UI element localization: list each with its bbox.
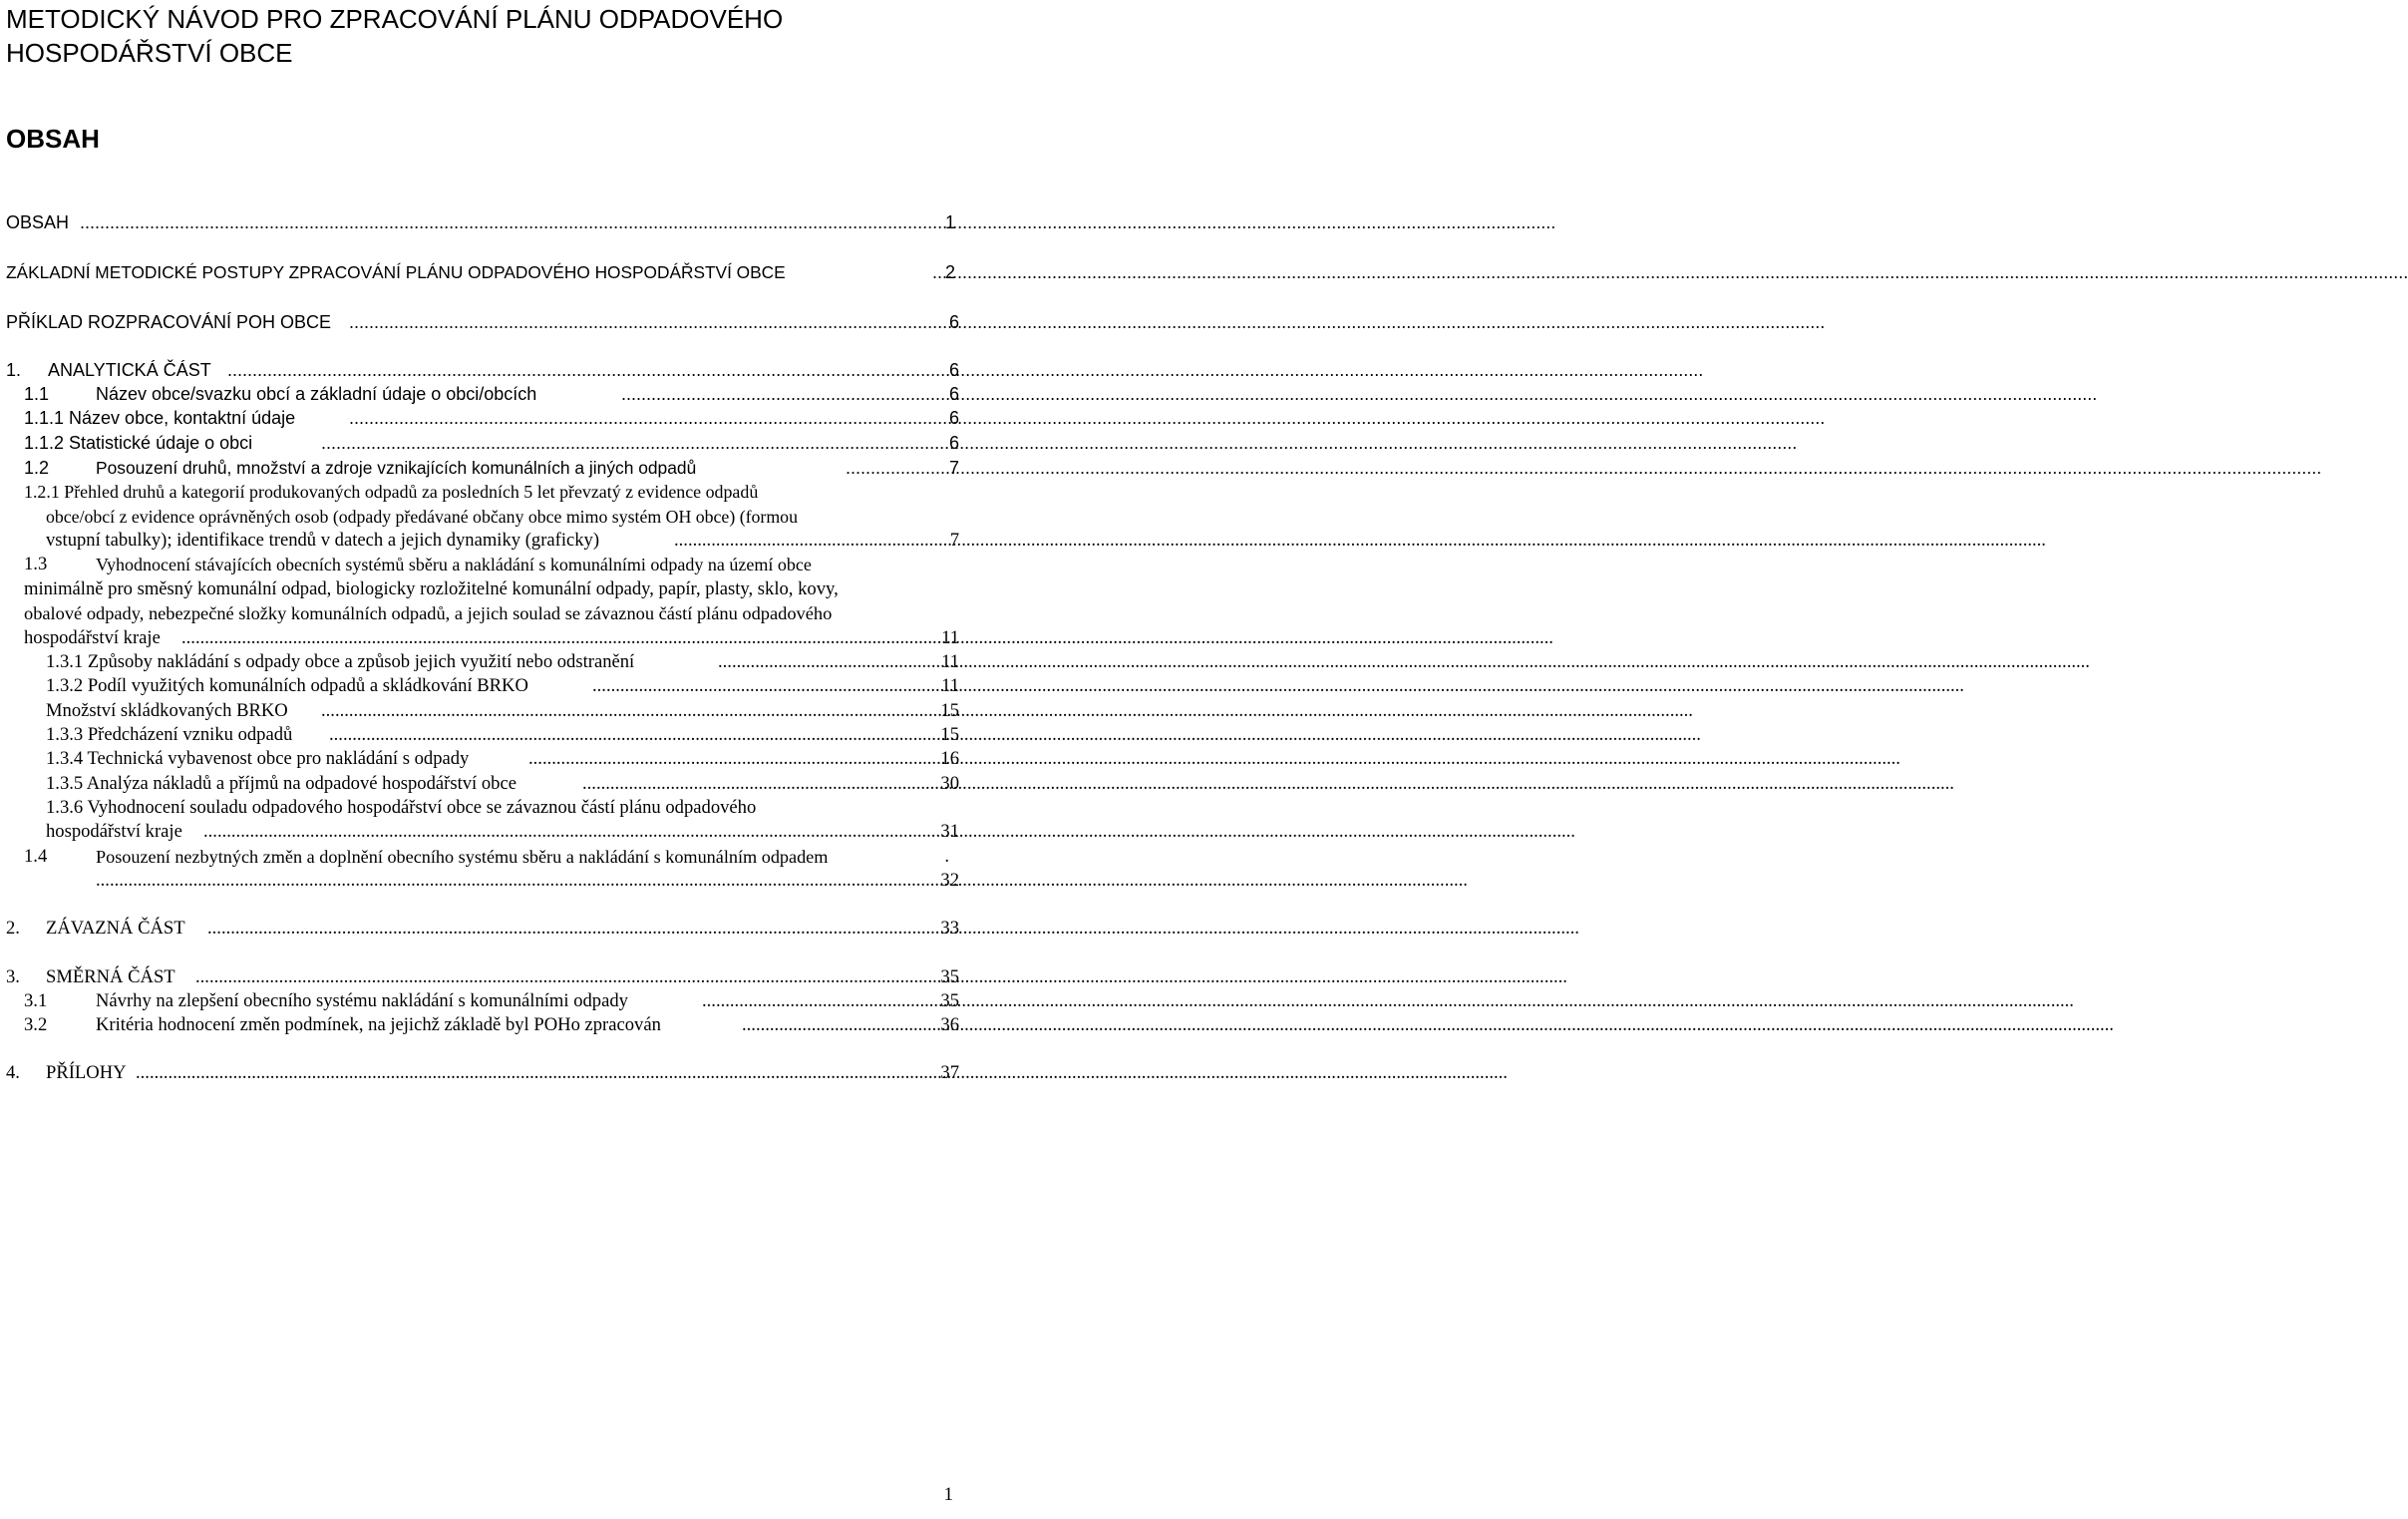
- toc-leader: [702, 990, 935, 1012]
- page-number: 1: [943, 1484, 953, 1505]
- toc-entry-page: 6: [948, 312, 959, 332]
- toc-entry-continuation[interactable]: [0, 576, 959, 600]
- toc-entry-number: 3.2: [24, 1014, 48, 1035]
- toc-entry-title: 1.1.1 Název obce, kontaktní údaje: [24, 408, 296, 428]
- toc-entry-number: 1.2: [24, 458, 50, 478]
- toc-entry-number: 2.: [6, 918, 20, 939]
- toc-entry-title: OBSAH: [6, 212, 70, 232]
- toc-leader: [195, 966, 935, 988]
- toc-entry[interactable]: [0, 430, 959, 454]
- toc-entry[interactable]: [0, 988, 959, 1012]
- toc-leader: [207, 918, 935, 940]
- toc-entry[interactable]: [0, 479, 959, 503]
- toc-entry-page: 1: [944, 212, 955, 232]
- toc-entry-number: 3.: [6, 966, 20, 987]
- toc-entry[interactable]: [0, 209, 955, 233]
- toc-leader: [932, 262, 941, 283]
- toc-entry-continuation[interactable]: [0, 868, 959, 892]
- toc-entry-number: 1.: [6, 360, 22, 380]
- toc-leader: [321, 433, 941, 454]
- toc-entry-title: PŘÍKLAD ROZPRACOVÁNÍ POH OBCE: [6, 312, 332, 332]
- toc-entry-page: 2: [944, 262, 955, 282]
- toc-entry-title: PŘÍLOHY: [46, 1062, 127, 1083]
- toc-entry-page: 31: [940, 821, 959, 842]
- toc-entry-title: ZÁVAZNÁ ČÁST: [46, 918, 185, 939]
- toc-entry[interactable]: [0, 673, 959, 697]
- toc-entry-number: 1.4: [24, 846, 48, 867]
- toc-leader: [80, 212, 941, 233]
- toc-entry-page: 37: [940, 1062, 959, 1083]
- toc-entry[interactable]: [0, 405, 959, 429]
- table-of-contents: [0, 0, 957, 1519]
- toc-entry-page: 6: [948, 360, 959, 380]
- toc-entry-continuation[interactable]: [0, 819, 959, 843]
- toc-entry-title: 1.2.1 Přehled druhů a kategorií produkovaných odpadů za posledních 5 let převzatý z evidence odpadů: [24, 482, 759, 502]
- toc-leader: [181, 627, 935, 649]
- toc-entry[interactable]: [0, 455, 959, 479]
- toc-entry[interactable]: [0, 357, 959, 381]
- toc-entry-page: 30: [940, 773, 959, 794]
- toc-leader: [136, 1062, 935, 1084]
- toc-leader: [592, 675, 935, 697]
- toc-entry-title: Posouzení druhů, množství a zdroje vznikajících komunálních a jiných odpadů: [96, 458, 697, 478]
- toc-entry-title: minimálně pro směsný komunální odpad, biologicky rozložitelné komunální odpady, papír, plasty, sklo, kovy,: [24, 578, 839, 599]
- toc-entry-continuation[interactable]: [0, 625, 959, 649]
- document-title: METODICKÝ NÁVOD PRO ZPRACOVÁNÍ PLÁNU ODPADOVÉHO HOSPODÁŘSTVÍ OBCE: [6, 4, 784, 68]
- toc-entry[interactable]: [0, 771, 959, 795]
- toc-entry-page: 7: [949, 530, 959, 551]
- toc-entry-page: 32: [940, 870, 959, 891]
- toc-entry-title: Posouzení nezbytných změn a doplnění obecního systému sběru a nakládání s komunálním odpadem: [96, 847, 829, 867]
- toc-entry-page: 11: [941, 651, 959, 672]
- toc-entry-title: Vyhodnocení stávajících obecních systémů sběru a nakládání s komunálními odpady na území obce: [96, 555, 812, 574]
- toc-entry[interactable]: [0, 795, 959, 819]
- contents-heading: OBSAH: [6, 124, 100, 154]
- toc-entry-page: 6: [948, 384, 959, 404]
- toc-entry-title: 1.3.6 Vyhodnocení souladu odpadového hospodářství obce se závaznou částí plánu odpadového: [46, 797, 757, 818]
- toc-leader: [96, 870, 935, 892]
- toc-entry[interactable]: [0, 1060, 959, 1084]
- toc-leader: [528, 748, 935, 770]
- toc-entry[interactable]: [0, 1012, 959, 1036]
- toc-entry-title: 1.1.2 Statistické údaje o obci: [24, 433, 253, 453]
- toc-entry-page: 6: [948, 433, 959, 453]
- toc-entry-trailing-dot: .: [944, 846, 949, 867]
- toc-entry-title: Návrhy na zlepšení obecního systému nakládání s komunálními odpady: [96, 990, 628, 1011]
- toc-entry-title: 1.3.3 Předcházení vzniku odpadů: [46, 724, 293, 745]
- toc-entry[interactable]: [0, 381, 959, 405]
- toc-entry-title: Množství skládkovaných BRKO: [46, 700, 288, 721]
- toc-entry-page: 33: [940, 918, 959, 939]
- toc-entry-page: 11: [941, 675, 959, 696]
- toc-entry-number: 1.3: [24, 554, 48, 574]
- toc-entry[interactable]: [0, 722, 959, 746]
- toc-leader: [203, 821, 935, 843]
- toc-leader: [227, 360, 941, 381]
- toc-entry-continuation[interactable]: [0, 600, 959, 624]
- toc-entry-page: 11: [941, 627, 959, 648]
- toc-leader: [329, 724, 935, 746]
- toc-entry-title: 1.3.2 Podíl využitých komunálních odpadů a skládkování BRKO: [46, 675, 528, 696]
- toc-leader: [674, 530, 941, 552]
- toc-entry-title: ZÁKLADNÍ METODICKÉ POSTUPY ZPRACOVÁNÍ PLÁNU ODPADOVÉHO HOSPODÁŘSTVÍ OBCE: [6, 262, 786, 282]
- toc-leader: [349, 408, 941, 429]
- toc-entry[interactable]: [0, 746, 959, 770]
- toc-entry-title: 1.3.4 Technická vybavenost obce pro nakládání s odpady: [46, 748, 470, 769]
- toc-entry-page: 6: [948, 408, 959, 428]
- toc-entry-title: Kritéria hodnocení změn podmínek, na jejichž základě byl POHo zpracován: [96, 1014, 661, 1035]
- toc-leader: [742, 1014, 935, 1036]
- toc-entry-title: ANALYTICKÁ ČÁST: [48, 360, 211, 380]
- toc-entry[interactable]: [0, 552, 959, 575]
- toc-entry-number: 4.: [6, 1062, 20, 1083]
- toc-leader: [582, 773, 935, 795]
- toc-leader: [349, 312, 941, 333]
- toc-entry-continuation[interactable]: [0, 528, 959, 552]
- toc-entry-title: 1.3.1 Způsoby nakládání s odpady obce a způsob jejich využití nebo odstranění: [46, 651, 635, 672]
- toc-entry[interactable]: [0, 844, 959, 868]
- toc-entry-title: Název obce/svazku obcí a základní údaje o obci/obcích: [96, 384, 537, 404]
- toc-entry-page: 15: [940, 724, 959, 745]
- toc-entry[interactable]: [0, 698, 959, 722]
- toc-leader: [718, 651, 935, 673]
- toc-entry[interactable]: [0, 649, 959, 673]
- toc-entry-page: 16: [940, 748, 959, 769]
- toc-entry-title: hospodářství kraje: [24, 627, 161, 648]
- toc-entry-number: 1.1: [24, 384, 50, 404]
- toc-entry-page: 35: [940, 990, 959, 1011]
- toc-entry-page: 35: [940, 966, 959, 987]
- toc-entry-title: SMĚRNÁ ČÁST: [46, 966, 175, 987]
- toc-entry-title: obce/obcí z evidence oprávněných osob (odpady předávané občany obce mimo systém OH obce) (formou: [46, 507, 798, 527]
- toc-entry-title: obalové odpady, nebezpečné složky komunálních odpadů, a jejich soulad se závaznou částí plánu odpadového: [24, 603, 833, 623]
- toc-leader: [321, 700, 935, 722]
- toc-leader: [621, 384, 941, 405]
- toc-entry-title: 1.3.5 Analýza nákladů a příjmů na odpadové hospodářství obce: [46, 773, 516, 794]
- toc-entry-title: vstupní tabulky); identifikace trendů v datech a jejich dynamiky (graficky): [46, 530, 600, 551]
- toc-entry-continuation[interactable]: [0, 504, 959, 528]
- toc-entry-page: 7: [948, 458, 959, 478]
- toc-entry[interactable]: [0, 964, 959, 988]
- toc-entry-number: 3.1: [24, 990, 48, 1011]
- toc-entry[interactable]: [0, 309, 959, 333]
- toc-entry-title: hospodářství kraje: [46, 821, 182, 842]
- toc-entry[interactable]: [0, 259, 955, 283]
- toc-entry-page: 36: [940, 1014, 959, 1035]
- toc-entry[interactable]: [0, 916, 959, 940]
- toc-entry-page: 15: [940, 700, 959, 721]
- toc-leader: [846, 458, 941, 479]
